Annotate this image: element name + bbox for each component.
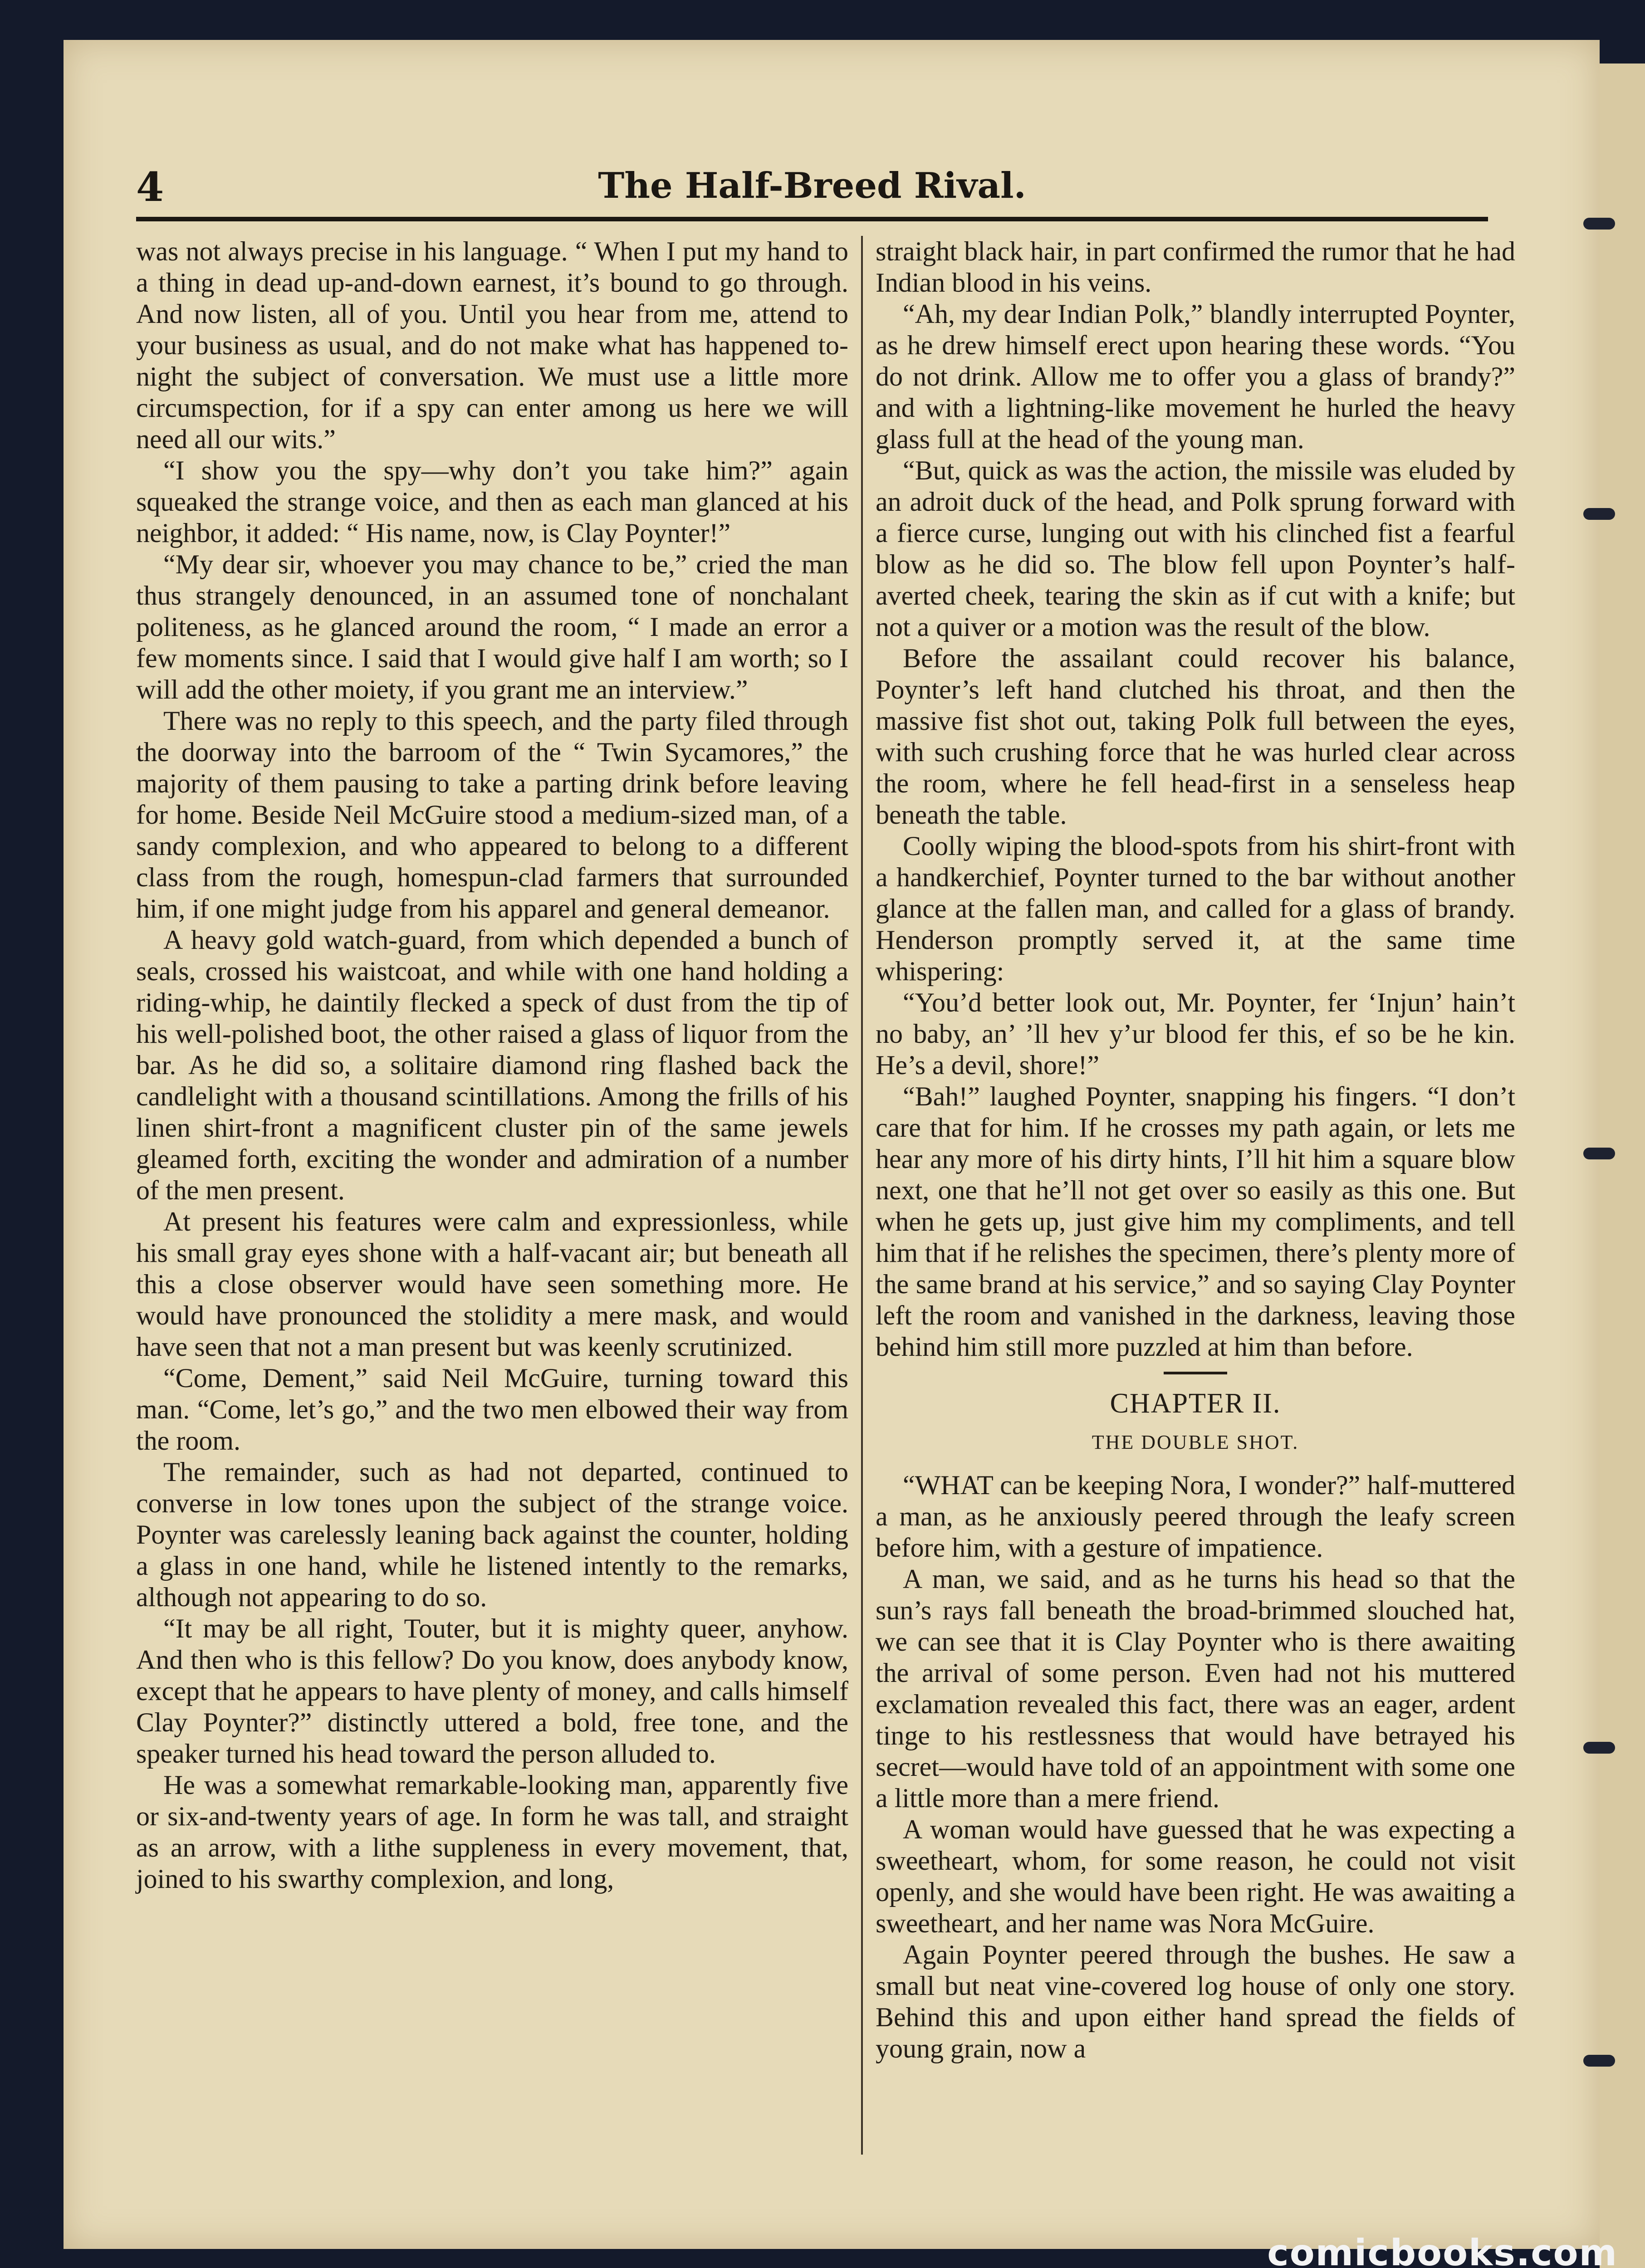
- paragraph: He was a somewhat remarkable-looking man, apparently five or six-and-twenty years of age. In form he was tall, and straight as an arrow, with a lithe suppleness in every movement, that, joined to his swarthy complexion, and long,: [136, 1770, 848, 1894]
- paragraph: “You’d better look out, Mr. Poynter, fer ‘Injun’ hain’t no baby, an’ ’ll hev y’ur blood fer this, ef so be he kin. He’s a devil, shore!”: [876, 987, 1515, 1080]
- right-column: [876, 236, 1515, 2064]
- running-title: The Half-Breed Rival.: [598, 165, 1026, 206]
- paragraph: straight black hair, in part confirmed the rumor that he had Indian blood in his veins.: [876, 236, 1515, 298]
- paragraph: Coolly wiping the blood-spots from his shirt-front with a handkerchief, Poynter turned to the bar without another glance at the fallen man, and called for a glass of brandy. Henderson promptly served it, at the same time whispering:: [876, 831, 1515, 986]
- paragraph: Again Poynter peered through the bushes. He saw a small but neat vine-covered log house of only one story. Behind this and upon either hand spread the fields of young grain, now a: [876, 1940, 1515, 2063]
- binding-stitch: [1583, 2055, 1615, 2067]
- paragraph: “Come, Dement,” said Neil McGuire, turning toward this man. “Come, let’s go,” and the two men elbowed their way from the room.: [136, 1363, 848, 1456]
- paragraph: “My dear sir, whoever you may chance to be,” cried the man thus strangely denounced, in an assumed tone of nonchalant politeness, as he glanced around the room, “ I made an error a few moments since. I said that I would give half I am worth; so I will add the other moiety, if you grant me an interview.”: [136, 549, 848, 704]
- binding-gutter: [1600, 64, 1645, 2268]
- binding-stitch: [1583, 508, 1615, 520]
- binding-stitch: [1583, 1148, 1615, 1159]
- paragraph: “It may be all right, Touter, but it is mighty queer, anyhow. And then who is this fellow? Do you know, does anybody know, except that he appears to have plenty of money, and calls himself Clay Poynter?” distinctly uttered a bold, free tone, and the speaker turned his head toward the person alluded to.: [136, 1613, 848, 1769]
- watermark: comicbooks.com: [1267, 2232, 1618, 2268]
- binding-stitch: [1583, 218, 1615, 230]
- paragraph: Before the assailant could recover his balance, Poynter’s left hand clutched his throat, and then the massive fist shot out, taking Polk full between the eyes, with such crushing force that he was hurled clear across the room, where he fell head-first in a senseless heap beneath the table.: [876, 643, 1515, 830]
- paragraph: There was no reply to this speech, and the party filed through the doorway into the barroom of the “ Twin Sycamores,” the majority of them pausing to take a parting drink before leaving for home. Beside Neil McGuire stood a medium-sized man, of a sandy complexion, and who appeared to belong to a different class from the rough, homespun-clad farmers that surrounded him, if one might judge from his apparel and general demeanor.: [136, 706, 848, 924]
- chapter-subtitle: THE DOUBLE SHOT.: [1092, 1431, 1299, 1453]
- page-number: 4: [136, 163, 164, 210]
- header-rule: [136, 217, 1488, 221]
- page-header: [136, 163, 1488, 213]
- paragraph: “WHAT can be keeping Nora, I wonder?” half-muttered a man, as he anxiously peered through the leafy screen before him, with a gesture of impatience.: [876, 1470, 1515, 1563]
- column-divider: [861, 236, 863, 2155]
- paragraph: was not always precise in his language. “ When I put my hand to a thing in dead up-and-down earnest, it’s bound to go through. And now listen, all of you. Until you hear from me, attend to your business as usual, and do not make what has happened to-night the subject of conversation. We must use a little more circumspection, for if a spy can enter among us here we will need all our wits.”: [136, 236, 848, 454]
- left-column: [136, 236, 848, 1895]
- paragraph: The remainder, such as had not departed, continued to converse in low tones upon the subject of the strange voice. Poynter was carelessly leaning back against the counter, holding a glass in one hand, while he listened intently to the remarks, although not appearing to do so.: [136, 1457, 848, 1612]
- paragraph: “Bah!” laughed Poynter, snapping his fingers. “I don’t care that for him. If he crosses my path again, or lets me hear any more of his dirty hints, I’ll hit him a square blow next, one that he’ll not get over so easily as this one. But when he gets up, just give him my compliments, and tell him that if he relishes the specimen, there’s plenty more of the same brand at his service,” and so saying Clay Poynter left the room and vanished in the darkness, leaving those behind him still more puzzled at him than before.: [876, 1081, 1515, 1362]
- paragraph: A heavy gold watch-guard, from which depended a bunch of seals, crossed his waistcoat, and while with one hand holding a riding-whip, he daintily flecked a speck of dust from the tip of his well-polished boot, the other raised a glass of liquor from the bar. As he did so, a solitaire diamond ring flashed back the candlelight with a thousand scintillations. Among the frills of his linen shirt-front a magnificent cluster pin of the same jewels gleamed forth, exciting the wonder and admiration of a number of the men present.: [136, 925, 848, 1205]
- chapter-heading: CHAPTER II.: [1110, 1388, 1281, 1419]
- paragraph: A man, we said, and as he turns his head so that the sun’s rays fall beneath the broad-brimmed slouched hat, we can see that it is Clay Poynter who is there awaiting the arrival of some person. Even had not his muttered exclamation revealed this fact, there was an eager, ardent tinge to his restlessness that would have betrayed his secret—would have told of an appointment with some one a little more than a mere friend.: [876, 1564, 1515, 1813]
- paragraph: “Ah, my dear Indian Polk,” blandly interrupted Poynter, as he drew himself erect upon hearing these words. “You do not drink. Allow me to offer you a glass of brandy?” and with a lightning-like movement he hurled the heavy glass full at the head of the young man.: [876, 299, 1515, 454]
- binding-stitch: [1583, 1742, 1615, 1754]
- paragraph: A woman would have guessed that he was expecting a sweetheart, whom, for some reason, he could not visit openly, and she would have been right. He was awaiting a sweetheart, and her name was Nora McGuire.: [876, 1814, 1515, 1938]
- paragraph: At present his features were calm and expressionless, while his small gray eyes shone with a half-vacant air; but beneath all this a close observer would have seen something more. He would have pronounced the stolidity a mere mask, and would have seen that not a man present but was keenly scrutinized.: [136, 1207, 848, 1362]
- paragraph: “I show you the spy—why don’t you take him?” again squeaked the strange voice, and then as each man glanced at his neighbor, it added: “ His name, now, is Clay Poynter!”: [136, 455, 848, 548]
- paragraph: “But, quick as was the action, the missile was eluded by an adroit duck of the head, and Polk sprung forward with a fierce curse, lunging out with his clinched fist a fearful blow as he did so. The blow fell upon Poynter’s half-averted cheek, tearing the skin as if cut with a knife; but not a quiver or a motion was the result of the blow.: [876, 455, 1515, 642]
- section-rule: [1164, 1372, 1227, 1374]
